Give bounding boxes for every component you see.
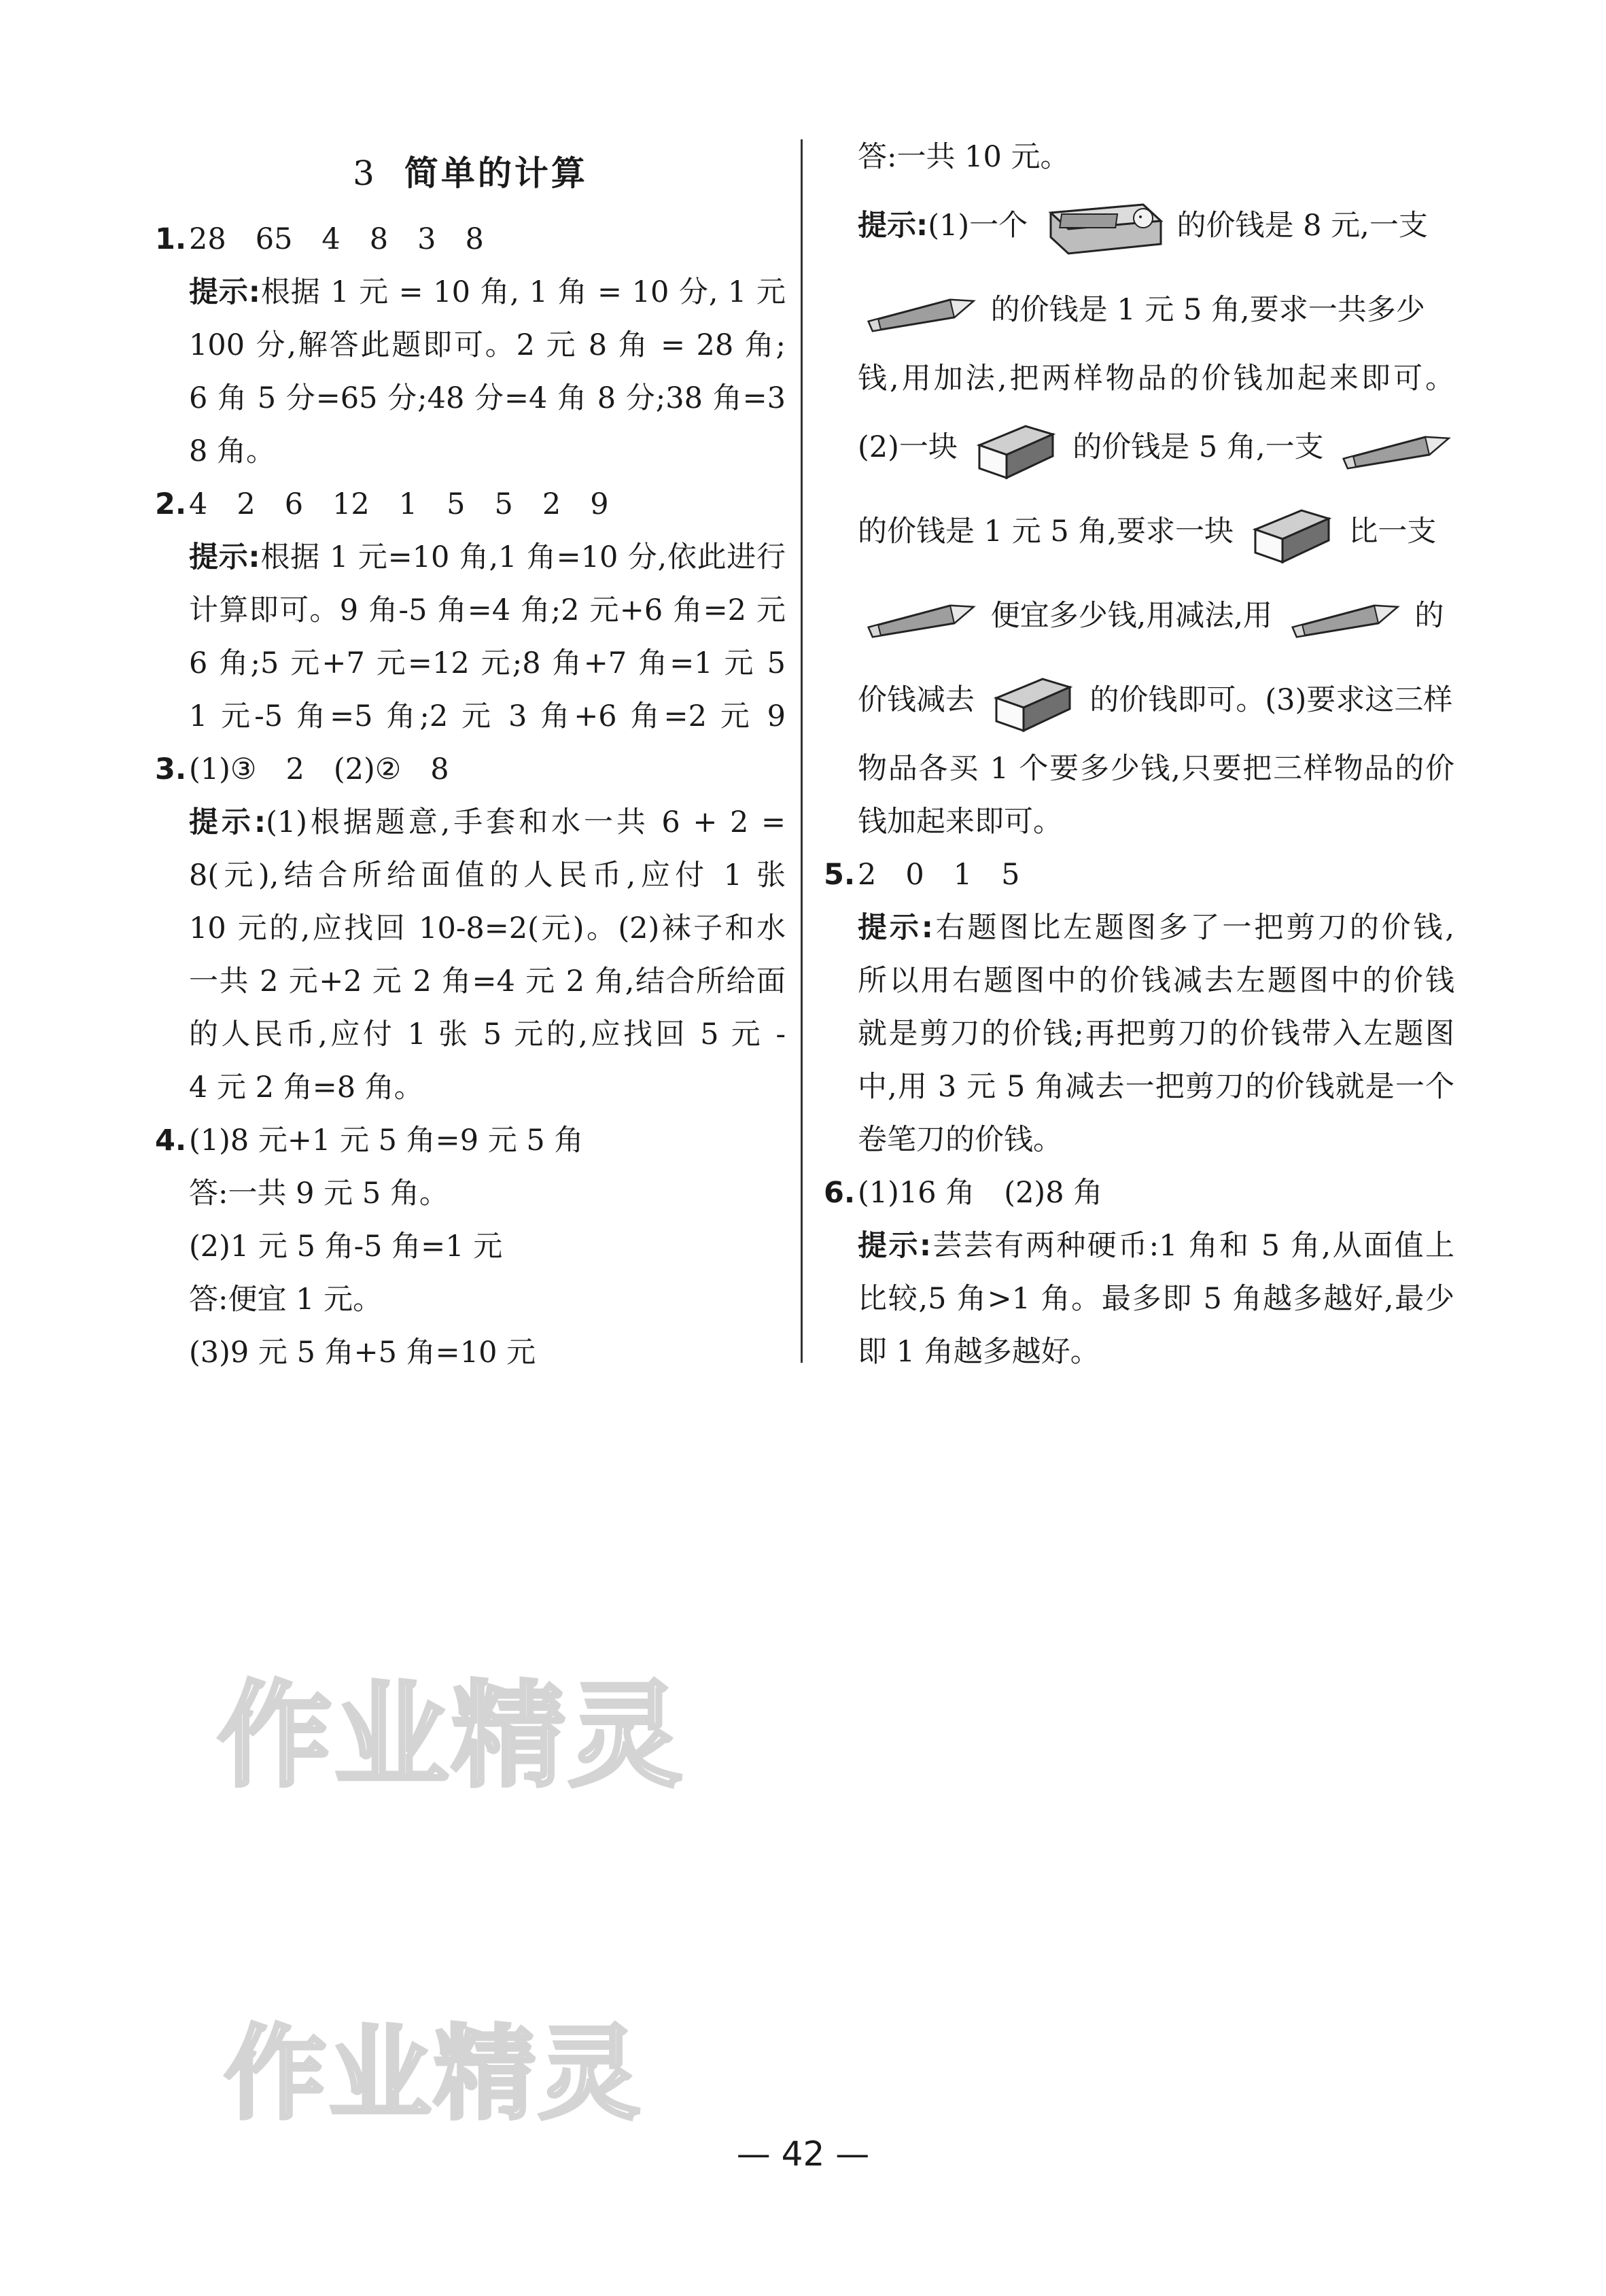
question-1-answer xyxy=(155,213,786,266)
hint-line: 4 元 2 角=8 角。 xyxy=(189,1071,423,1104)
hint-text: 的价钱是 5 角,一支 xyxy=(1072,430,1324,464)
question-number: 1. xyxy=(155,222,187,256)
hint-line xyxy=(824,901,1454,954)
answer-line: 答:一共 10 元。 xyxy=(858,140,1070,174)
question-2-answer xyxy=(155,478,786,531)
answer-text: 28 65 4 8 3 8 xyxy=(189,222,484,256)
hint-line: 比较,5 角>1 角。最多即 5 角越多越好,最少 xyxy=(858,1282,1454,1316)
answer-text: 4 2 6 12 1 5 5 2 9 xyxy=(189,487,609,521)
hint-text: 芸芸有两种硬币:1 角和 5 角,从面值上 xyxy=(931,1229,1454,1263)
hint-label: 提示: xyxy=(858,1229,932,1263)
pencil-icon xyxy=(1286,597,1401,638)
question-number: 5. xyxy=(824,858,856,892)
answer-text: (1)8 元+1 元 5 角=9 元 5 角 xyxy=(189,1124,584,1158)
hint-line: 钱加起来即可。 xyxy=(858,805,1062,839)
hint-text: 根据 1 元=10 角,1 角=10 分,依此进行 xyxy=(260,540,786,574)
eraser-icon xyxy=(988,668,1077,736)
hint-label: 提示: xyxy=(858,911,933,945)
hint-line: 卷笔刀的价钱。 xyxy=(858,1123,1062,1157)
hint-line: 8 角。 xyxy=(189,434,276,468)
hint-line: 中,用 3 元 5 角减去一把剪刀的价钱就是一个 xyxy=(858,1070,1454,1104)
pencil-icon xyxy=(862,292,977,332)
hint-text: 便宜多少钱,用减法,用 xyxy=(990,599,1273,633)
hint-line xyxy=(824,489,1454,574)
hint-line: 10 元的,应找回 10-8=2(元)。(2)袜子和水 xyxy=(189,911,786,945)
watermark: 作业精灵 xyxy=(224,2015,644,2134)
hint-text: 右题图比左题图多了一把剪刀的价钱, xyxy=(932,911,1454,945)
hint-label: 提示: xyxy=(189,540,260,574)
hint-label: 提示: xyxy=(189,275,260,309)
question-number: 6. xyxy=(824,1176,856,1210)
hint-line: 8(元),结合所给面值的人民币,应付 1 张 xyxy=(189,858,786,892)
hint-line: 所以用右题图中的价钱减去左题图中的价钱 xyxy=(858,964,1454,998)
hint-line xyxy=(155,796,786,849)
eraser-icon xyxy=(1247,500,1336,568)
hint-text: (1)根据题意,手套和水一共 6 + 2 = xyxy=(266,805,786,839)
hint-text: 根据 1 元 = 10 角, 1 角 = 10 分, 1 元 xyxy=(260,275,786,309)
hint-line xyxy=(824,184,1454,268)
question-4-answer xyxy=(155,1114,786,1167)
question-number: 2. xyxy=(155,487,187,521)
hint-line xyxy=(824,268,1454,352)
hint-line: 一共 2 元+2 元 2 角=4 元 2 角,结合所给面 xyxy=(189,964,786,998)
hint-line: 的人民币,应付 1 张 5 元的,应找回 5 元 - xyxy=(189,1017,786,1051)
answer-text: (1)③ 2 (2)② 8 xyxy=(189,752,449,786)
question-3-answer xyxy=(155,743,786,796)
question-5-answer xyxy=(824,848,1454,901)
hint-line: 即 1 角越多越好。 xyxy=(858,1335,1100,1369)
question-6-answer xyxy=(824,1166,1454,1219)
hint-line xyxy=(155,531,786,584)
answer-line: 答:一共 9 元 5 角。 xyxy=(189,1177,449,1211)
hint-line xyxy=(824,658,1454,742)
hint-line: 6 角;5 元+7 元=12 元;8 角+7 角=1 元 5 xyxy=(189,646,786,680)
hint-text: 的价钱是 1 元 5 角,要求一块 xyxy=(858,515,1234,549)
hint-label: 提示: xyxy=(858,209,928,243)
hint-text: 的价钱是 1 元 5 角,要求一共多少 xyxy=(990,293,1425,327)
answer-text: (1)16 角 (2)8 角 xyxy=(858,1176,1103,1210)
hint-text: 价钱减去 xyxy=(858,683,975,717)
hint-line: 100 分,解答此题即可。2 元 8 角 = 28 角; xyxy=(189,328,786,362)
eraser-icon xyxy=(971,415,1060,483)
answer-text: 2 0 1 5 xyxy=(858,858,1020,892)
hint-text: 的价钱即可。(3)要求这三样 xyxy=(1089,683,1453,717)
hint-text: 的价钱是 8 元,一支 xyxy=(1176,209,1428,243)
answer-line: (3)9 元 5 角+5 角=10 元 xyxy=(189,1336,536,1370)
hint-line: 1 元-5 角=5 角;2 元 3 角+6 角=2 元 9 xyxy=(189,699,786,733)
hint-text: 的 xyxy=(1414,599,1444,633)
hint-label: 提示: xyxy=(189,805,266,839)
column-divider xyxy=(801,139,803,1363)
question-number: 4. xyxy=(155,1124,187,1158)
hint-line xyxy=(824,405,1454,489)
answer-line: 答:便宜 1 元。 xyxy=(189,1283,383,1317)
page-number: — 42 — xyxy=(736,2134,870,2174)
hint-line xyxy=(155,266,786,319)
section-number: 3 xyxy=(353,154,377,193)
section-title-text: 简单的计算 xyxy=(404,153,588,193)
hint-line: 钱,用加法,把两样物品的价钱加起来即可。 xyxy=(858,362,1454,396)
watermark: 作业精灵 xyxy=(217,1669,685,1803)
hint-line: 就是剪刀的价钱;再把剪刀的价钱带入左题图 xyxy=(858,1017,1454,1051)
hint-line: 计算即可。9 角-5 角=4 角;2 元+6 角=2 元 xyxy=(189,593,786,627)
hint-line: 6 角 5 分=65 分;48 分=4 角 8 分;38 角=3 xyxy=(189,381,786,415)
sharpener-box-icon xyxy=(1041,195,1164,260)
hint-line xyxy=(824,1219,1454,1272)
hint-text: (1)一个 xyxy=(928,209,1028,243)
right-column xyxy=(824,131,1454,1378)
hint-line: 物品各买 1 个要多少钱,只要把三样物品的价 xyxy=(858,752,1454,786)
pencil-icon xyxy=(862,597,977,638)
section-title xyxy=(155,146,786,195)
left-column xyxy=(155,133,786,1379)
pencil-icon xyxy=(1337,429,1452,470)
hint-text: 比一支 xyxy=(1348,515,1437,549)
question-number: 3. xyxy=(155,752,187,786)
hint-text: (2)一块 xyxy=(858,430,958,464)
hint-line xyxy=(824,574,1454,658)
answer-line: (2)1 元 5 角-5 角=1 元 xyxy=(189,1230,503,1264)
